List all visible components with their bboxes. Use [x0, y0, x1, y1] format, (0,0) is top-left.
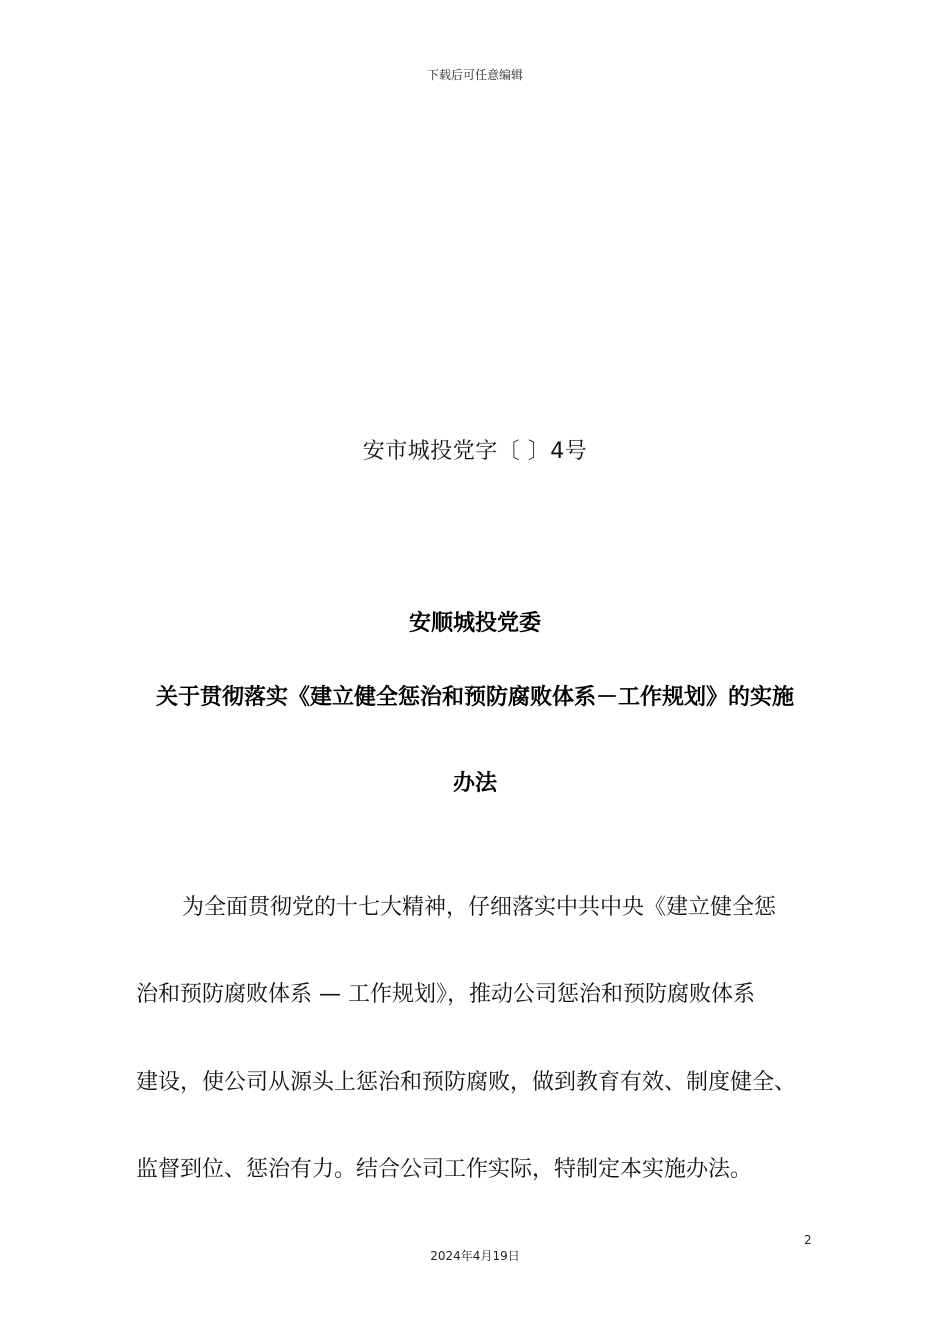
document-number: 安市城投党字〔 〕4号: [362, 439, 588, 464]
paragraph-line-3: 建设，使公司从源头上惩治和预防腐败，做到教育有效、制度健全、: [136, 1070, 797, 1095]
paragraph-line-4: 监督到位、惩治有力。结合公司工作实际，特制定本实施办法。: [136, 1157, 753, 1182]
title-line-1: 安顺城投党委: [408, 611, 541, 636]
paragraph-line-2: 治和预防腐败体系 — 工作规划》，推动公司惩治和预防腐败体系: [136, 982, 755, 1007]
title-line-3: 办法: [452, 771, 497, 796]
header-note: 下载后可任意编辑: [426, 68, 523, 82]
page-number: 2: [804, 1233, 812, 1247]
paragraph-line-1: 为全面贯彻党的十七大精神，仔细落实中共中央《建立健全惩: [182, 895, 777, 920]
footer-date: 2024年4月19日: [430, 1249, 520, 1263]
title-line-2: 关于贯彻落实《建立健全惩治和预防腐败体系－工作规划》的实施: [155, 685, 794, 710]
